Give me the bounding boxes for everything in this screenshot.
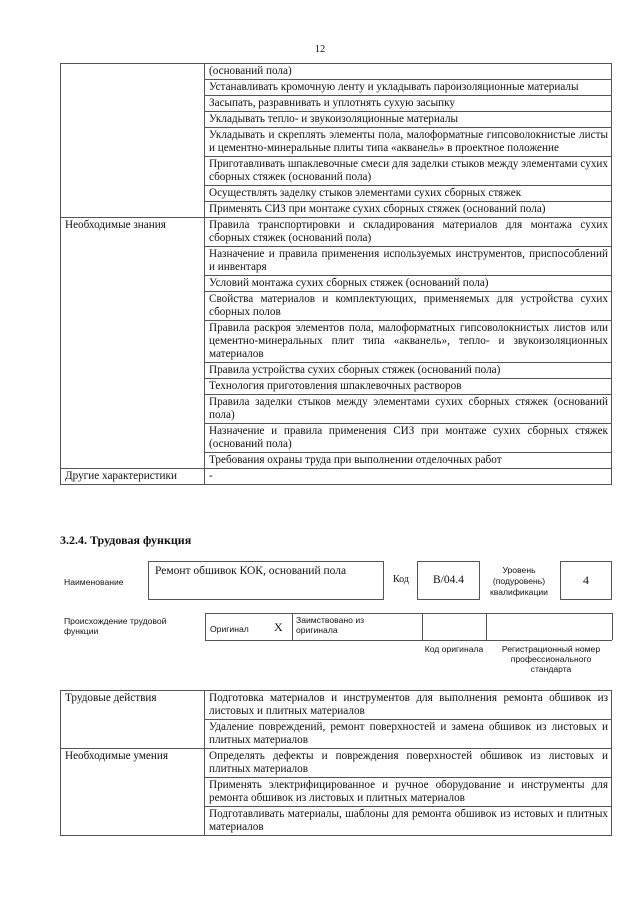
- table-row: Назначение и правила применения СИЗ при монтаже сухих сборных стяжек (оснований пола): [205, 424, 612, 453]
- borrowed-label: Заимствовано из оригинала: [296, 615, 365, 635]
- table-row: Удаление повреждений, ремонт поверхностей и замена обшивок из листовых и плитных материалов: [205, 720, 612, 749]
- skills-label: Необходимые умения: [61, 749, 205, 836]
- table-row: Подготавливать материалы, шаблоны для ремонта обшивок из истовых и плитных материалов: [205, 807, 612, 836]
- origin-bottom-border: [205, 640, 612, 641]
- table-row: Приготавливать шпаклевочные смеси для заделки стыков между элементами сухих сборных стяжек (оснований пола): [205, 157, 612, 186]
- name-value-box: [148, 561, 384, 600]
- function-name: Ремонт обшивок КОК, оснований пола: [155, 565, 347, 577]
- other-characteristics-label: Другие характеристики: [61, 469, 205, 485]
- page-number: 12: [314, 44, 326, 55]
- table-row: Правила транспортировки и складирования материалов для монтажа сухих сборных стяжек (оснований пола): [205, 218, 612, 247]
- origin-divider: [612, 613, 613, 640]
- table-row: Определять дефекты и повреждения поверхностей обшивок из листовых и плитных материалов: [205, 749, 612, 778]
- table-row: Правила устройства сухих сборных стяжек (оснований пола): [205, 363, 612, 379]
- table-row: Правила заделки стыков между элементами сухих сборных стяжек (оснований пола): [205, 395, 612, 424]
- original-label: Оригинал: [210, 624, 249, 634]
- table-row: Технология приготовления шпаклевочных растворов: [205, 379, 612, 395]
- level-value: 4: [560, 561, 612, 600]
- table-row: Правила раскроя элементов пола, малоформатных гипсоволокнистых листов или цементно-минеральных плит типа «акванель», тепло- и звукоизоляционных материалов: [205, 321, 612, 363]
- table-row: Применять электрифицированное и ручное оборудование и инструменты для ремонта обшивок из листовых и плитных материалов: [205, 778, 612, 807]
- table-row: Свойства материалов и комплектующих, применяемых для устройства сухих сборных полов: [205, 292, 612, 321]
- origin-divider: [422, 613, 423, 640]
- code-label: Код: [393, 574, 409, 585]
- reg-number-label: Регистрационный номер профессионального стандарта: [501, 644, 601, 674]
- table-row: Назначение и правила применения используемых инструментов, приспособлений и инвентаря: [205, 247, 612, 276]
- code-value: B/04.4: [417, 561, 480, 600]
- table-row: Устанавливать кромочную ленту и укладывать пароизоляционные материалы: [205, 80, 612, 96]
- name-label: Наименование: [64, 577, 124, 587]
- table-row: Укладывать и скреплять элементы пола, малоформатные гипсоволокнистые листы и цементно-минеральные плиты типа «акванель» в проектное положение: [205, 128, 612, 157]
- continued-label-cell: [61, 64, 205, 218]
- origin-divider: [205, 613, 206, 640]
- table-row: Подготовка материалов и инструментов для выполнения ремонта обшивок из листовых и плитных материалов: [205, 691, 612, 720]
- actions-skills-table: [60, 690, 612, 836]
- origin-label: Происхождение трудовой функции: [64, 616, 167, 636]
- origin-divider: [292, 613, 293, 640]
- section-title: 3.2.4. Трудовая функция: [60, 533, 192, 547]
- table-row: Условий монтажа сухих сборных стяжек (оснований пола): [205, 276, 612, 292]
- origin-divider: [486, 613, 487, 640]
- other-characteristics-value: -: [205, 469, 612, 485]
- table-row: Осуществлять заделку стыков элементами сухих сборных стяжек: [205, 186, 612, 202]
- actions-label: Трудовые действия: [61, 691, 205, 749]
- table-row: Укладывать тепло- и звукоизоляционные материалы: [205, 112, 612, 128]
- table-row: (оснований пола): [205, 64, 612, 80]
- level-label: Уровень (подуровень) квалификации: [490, 565, 548, 597]
- table-row: Применять СИЗ при монтаже сухих сборных стяжек (оснований пола): [205, 202, 612, 218]
- skills-knowledge-table: [60, 63, 612, 485]
- table-row: Требования охраны труда при выполнении отделочных работ: [205, 453, 612, 469]
- original-mark: X: [274, 620, 283, 634]
- knowledge-label: Необходимые знания: [61, 218, 205, 469]
- origin-top-border: [205, 613, 612, 614]
- code-original-label: Код оригинала: [424, 644, 484, 654]
- table-row: Засыпать, разравнивать и уплотнять сухую засыпку: [205, 96, 612, 112]
